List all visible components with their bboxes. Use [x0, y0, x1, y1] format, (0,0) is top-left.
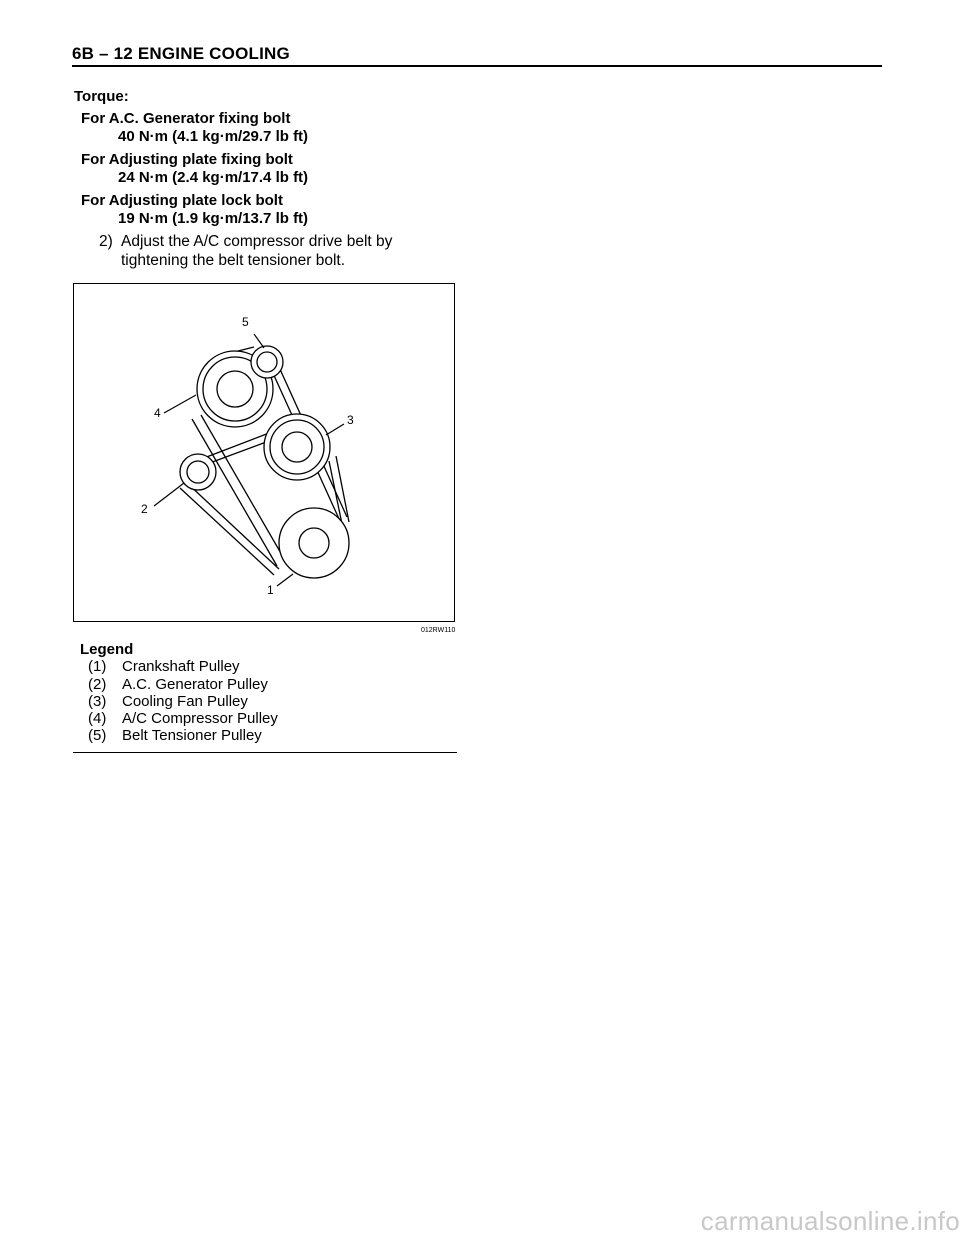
legend-item: (4) A/C Compressor Pulley: [88, 710, 278, 727]
step-number: 2): [99, 233, 113, 250]
page-header: 6B – 12 ENGINE COOLING: [72, 44, 290, 63]
spec-value-plate-lock: 19 N·m (1.9 kg·m/13.7 lb ft): [118, 210, 309, 227]
legend-item: (5) Belt Tensioner Pulley: [88, 727, 262, 744]
callout-2: 2: [141, 502, 148, 516]
step-text: Adjust the A/C compressor drive belt by tightening the belt tensioner bolt.: [121, 233, 393, 269]
spec-label-plate-fixing: For Adjusting plate fixing bolt: [81, 151, 293, 168]
callout-leader-5: [254, 334, 264, 348]
legend-item: (2) A.C. Generator Pulley: [88, 676, 268, 693]
callout-4: 4: [154, 406, 161, 420]
callout-leader-1: [277, 574, 293, 586]
callout-1: 1: [267, 583, 274, 597]
generator-pulley-hub: [187, 461, 209, 483]
callout-leader-2: [154, 483, 184, 506]
ac-compressor-pulley-hub: [217, 371, 253, 407]
cooling-fan-pulley-hub: [282, 432, 312, 462]
section-rule: [73, 752, 457, 753]
belt-segment: [336, 456, 349, 522]
callout-5: 5: [242, 315, 249, 329]
crankshaft-pulley-hub: [299, 528, 329, 558]
legend-item: (3) Cooling Fan Pulley: [88, 693, 248, 710]
torque-title: Torque:: [74, 88, 129, 105]
legend-item: (1) Crankshaft Pulley: [88, 658, 240, 675]
callout-3: 3: [347, 413, 354, 427]
spec-label-generator: For A.C. Generator fixing bolt: [81, 110, 291, 127]
belt-segment: [180, 488, 274, 575]
spec-label-plate-lock: For Adjusting plate lock bolt: [81, 192, 283, 209]
figure-code: 012RW110: [421, 627, 456, 634]
callout-leader-4: [164, 395, 196, 413]
belt-tensioner-pulley-hub: [257, 352, 277, 372]
spec-value-plate-fixing: 24 N·m (2.4 kg·m/17.4 lb ft): [118, 169, 309, 186]
watermark-link[interactable]: carmanualsonline.info: [700, 1206, 960, 1236]
callout-leader-3: [326, 424, 344, 435]
belt-diagram-figure: [73, 283, 455, 622]
header-rule: [72, 65, 882, 67]
spec-value-generator: 40 N·m (4.1 kg·m/29.7 lb ft): [118, 128, 309, 145]
belt-diagram: [74, 284, 454, 621]
legend-title: Legend: [80, 641, 134, 658]
